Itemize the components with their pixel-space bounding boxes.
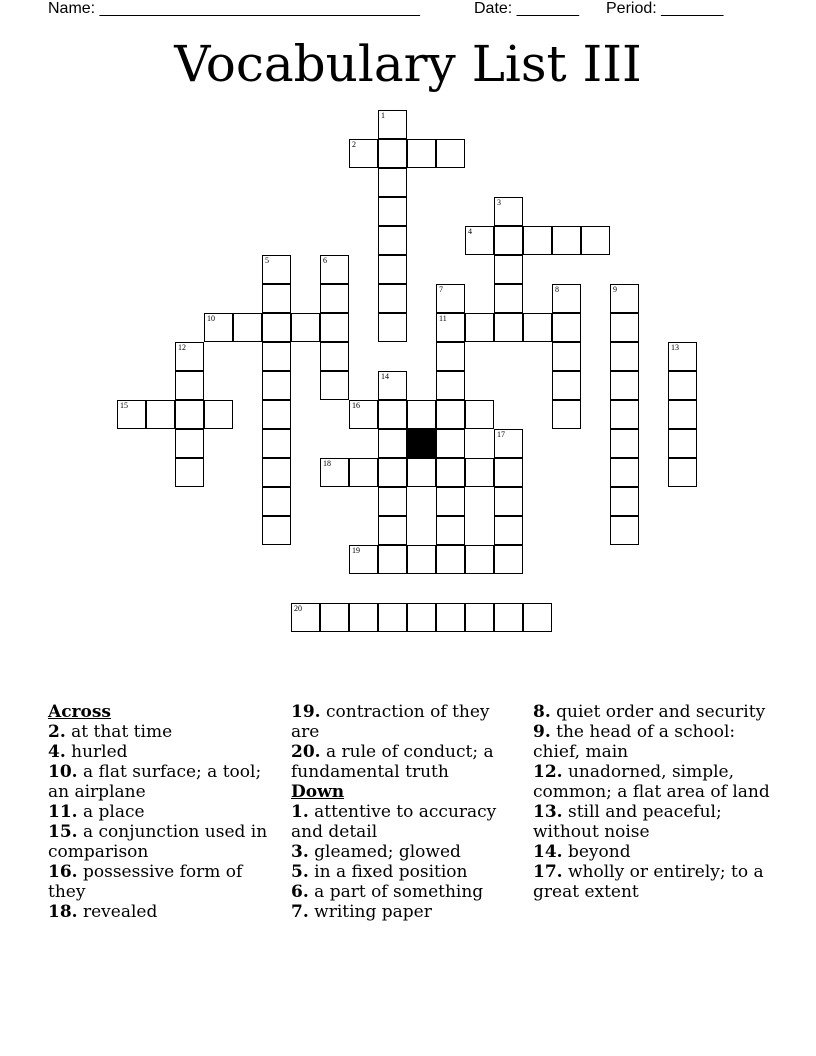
crossword-cell[interactable] xyxy=(262,313,291,342)
crossword-cell[interactable] xyxy=(262,284,291,313)
clue-number: 11. xyxy=(48,802,78,822)
crossword-cell[interactable] xyxy=(291,313,320,342)
clue-number: 10. xyxy=(48,762,78,782)
crossword-cell[interactable] xyxy=(291,603,320,632)
crossword-cell[interactable] xyxy=(378,284,407,313)
clue-text: revealed xyxy=(82,902,158,922)
clue-text: a flat surface; a tool; an airplane xyxy=(48,762,262,802)
date-field-label: Date: _______ xyxy=(474,0,579,17)
crossword-cell[interactable] xyxy=(494,545,523,574)
crossword-cell[interactable] xyxy=(436,342,465,371)
cell-number: 16 xyxy=(352,401,360,410)
crossword-cell[interactable] xyxy=(320,342,349,371)
cell-number: 15 xyxy=(120,401,128,410)
clue-item xyxy=(291,862,523,882)
clue-text: a rule of conduct; a fundamental truth xyxy=(291,742,494,782)
crossword-cell[interactable] xyxy=(523,226,552,255)
crossword-cell[interactable] xyxy=(262,516,291,545)
crossword-cell[interactable] xyxy=(320,371,349,400)
crossword-cell[interactable] xyxy=(494,603,523,632)
crossword-cell[interactable] xyxy=(349,400,378,429)
clue-text: beyond xyxy=(567,842,631,862)
clue-item xyxy=(533,702,773,722)
crossword-cell[interactable] xyxy=(262,342,291,371)
clue-item xyxy=(291,902,523,922)
crossword-cell[interactable] xyxy=(262,487,291,516)
clue-text: at that time xyxy=(71,722,173,742)
crossword-cell[interactable] xyxy=(436,545,465,574)
clue-text: attentive to accuracy and detail xyxy=(291,802,497,842)
cell-number: 14 xyxy=(381,372,389,381)
crossword-cell[interactable] xyxy=(378,458,407,487)
down-heading: Down xyxy=(291,782,345,802)
clue-text: a part of something xyxy=(314,882,484,902)
clue-item xyxy=(533,722,773,762)
crossword-cell[interactable] xyxy=(407,603,436,632)
clue-number: 5. xyxy=(291,862,309,882)
cell-number: 5 xyxy=(265,256,269,265)
crossword-cell[interactable] xyxy=(320,313,349,342)
crossword-cell[interactable] xyxy=(494,516,523,545)
crossword-cell[interactable] xyxy=(668,371,697,400)
clues-column-1 xyxy=(48,702,280,922)
crossword-cell[interactable] xyxy=(320,603,349,632)
crossword-cell[interactable] xyxy=(610,516,639,545)
clue-text: possessive form of they xyxy=(48,862,243,902)
clue-item xyxy=(291,702,523,742)
crossword-cell[interactable] xyxy=(146,400,175,429)
crossword-cell[interactable] xyxy=(175,342,204,371)
crossword-cell[interactable] xyxy=(378,603,407,632)
clue-item xyxy=(48,802,280,822)
clue-item xyxy=(48,902,280,922)
crossword-cell[interactable] xyxy=(494,197,523,226)
cell-number: 20 xyxy=(294,604,302,613)
crossword-cell[interactable] xyxy=(494,487,523,516)
clue-item xyxy=(48,742,280,762)
clue-number: 18. xyxy=(48,902,78,922)
clue-number: 12. xyxy=(533,762,563,782)
crossword-cell[interactable] xyxy=(610,458,639,487)
clue-number: 19. xyxy=(291,702,321,722)
crossword-cell[interactable] xyxy=(320,255,349,284)
clue-text: in a fixed position xyxy=(314,862,468,882)
crossword-cell[interactable] xyxy=(320,458,349,487)
crossword-cell[interactable] xyxy=(436,139,465,168)
clue-item xyxy=(291,802,523,842)
crossword-cell[interactable] xyxy=(465,400,494,429)
crossword-cell[interactable] xyxy=(378,168,407,197)
crossword-cell[interactable] xyxy=(378,226,407,255)
crossword-cell[interactable] xyxy=(204,313,233,342)
crossword-cell[interactable] xyxy=(407,139,436,168)
crossword-cell[interactable] xyxy=(610,371,639,400)
crossword-cell[interactable] xyxy=(204,400,233,429)
clue-number: 15. xyxy=(48,822,78,842)
crossword-cell[interactable] xyxy=(610,342,639,371)
clue-item xyxy=(533,842,773,862)
clue-text: still and peaceful; without noise xyxy=(533,802,722,842)
clue-number: 9. xyxy=(533,722,551,742)
clues-column-2 xyxy=(291,702,523,922)
crossword-cell[interactable] xyxy=(610,400,639,429)
crossword-cell[interactable] xyxy=(378,429,407,458)
crossword-cell[interactable] xyxy=(407,458,436,487)
crossword-cell[interactable] xyxy=(175,429,204,458)
clues-column-3 xyxy=(533,702,773,902)
clue-number: 4. xyxy=(48,742,66,762)
cell-number: 13 xyxy=(671,343,679,352)
crossword-cell[interactable] xyxy=(494,313,523,342)
crossword-cell[interactable] xyxy=(349,603,378,632)
crossword-cell[interactable] xyxy=(523,313,552,342)
crossword-cell[interactable] xyxy=(262,371,291,400)
crossword-cell[interactable] xyxy=(523,603,552,632)
clue-text: contraction of they are xyxy=(291,702,490,742)
page-title: Vocabulary List III xyxy=(174,35,642,93)
crossword-cell[interactable] xyxy=(262,400,291,429)
crossword-cell[interactable] xyxy=(378,371,407,400)
clue-number: 2. xyxy=(48,722,66,742)
clue-number: 14. xyxy=(533,842,563,862)
crossword-cell[interactable] xyxy=(436,400,465,429)
clue-number: 3. xyxy=(291,842,309,862)
crossword-cell[interactable] xyxy=(465,226,494,255)
crossword-cell[interactable] xyxy=(378,487,407,516)
crossword-cell[interactable] xyxy=(436,429,465,458)
crossword-cell[interactable] xyxy=(262,458,291,487)
name-field-label: Name: ____________________________________ xyxy=(48,0,420,17)
crossword-cell[interactable] xyxy=(668,400,697,429)
clue-text: hurled xyxy=(71,742,128,762)
crossword-cell[interactable] xyxy=(175,371,204,400)
clue-number: 1. xyxy=(291,802,309,822)
crossword-cell[interactable] xyxy=(378,110,407,139)
clue-text: a place xyxy=(82,802,145,822)
crossword-cell[interactable] xyxy=(436,516,465,545)
cell-number: 10 xyxy=(207,314,215,323)
crossword-cell[interactable] xyxy=(436,487,465,516)
clue-text: a conjunction used in comparison xyxy=(48,822,268,862)
clue-text: the head of a school: chief, main xyxy=(533,722,736,762)
crossword-cell[interactable] xyxy=(349,139,378,168)
crossword-cell[interactable] xyxy=(175,458,204,487)
cell-number: 17 xyxy=(497,430,505,439)
clue-number: 8. xyxy=(533,702,551,722)
cell-number: 11 xyxy=(439,314,447,323)
crossword-cell[interactable] xyxy=(436,603,465,632)
clue-number: 16. xyxy=(48,862,78,882)
cell-number: 9 xyxy=(613,285,617,294)
crossword-cell[interactable] xyxy=(378,545,407,574)
clue-item xyxy=(533,862,773,902)
cell-number: 1 xyxy=(381,111,385,120)
crossword-cell[interactable] xyxy=(552,284,581,313)
crossword-cell[interactable] xyxy=(349,545,378,574)
crossword-cell[interactable] xyxy=(552,342,581,371)
crossword-cell[interactable] xyxy=(436,458,465,487)
clue-number: 13. xyxy=(533,802,563,822)
clue-number: 7. xyxy=(291,902,309,922)
period-field-label: Period: _______ xyxy=(606,0,724,17)
cell-number: 8 xyxy=(555,285,559,294)
across-heading: Across xyxy=(48,702,111,722)
cell-number: 19 xyxy=(352,546,360,555)
crossword-cell[interactable] xyxy=(552,313,581,342)
crossword-cell[interactable] xyxy=(378,139,407,168)
crossword-cell[interactable] xyxy=(175,400,204,429)
crossword-cell[interactable] xyxy=(610,284,639,313)
crossword-cell[interactable] xyxy=(581,226,610,255)
cell-number: 2 xyxy=(352,140,356,149)
crossword-cell[interactable] xyxy=(262,255,291,284)
clue-text: gleamed; glowed xyxy=(314,842,461,862)
clue-item xyxy=(48,722,280,742)
crossword-cell[interactable] xyxy=(668,342,697,371)
clue-text: quiet order and security xyxy=(556,702,766,722)
crossword-cell[interactable] xyxy=(610,487,639,516)
crossword-cell[interactable] xyxy=(494,226,523,255)
clue-number: 17. xyxy=(533,862,563,882)
crossword-cell[interactable] xyxy=(378,313,407,342)
clue-text: unadorned, simple, common; a flat area of land xyxy=(533,762,770,802)
crossword-cell[interactable] xyxy=(552,226,581,255)
crossword-cell[interactable] xyxy=(610,429,639,458)
cell-number: 4 xyxy=(468,227,472,236)
clue-item xyxy=(533,802,773,842)
clue-text: writing paper xyxy=(314,902,432,922)
crossword-cell[interactable] xyxy=(349,458,378,487)
crossword-black-cell xyxy=(407,429,436,458)
crossword-cell[interactable] xyxy=(552,371,581,400)
crossword-cell[interactable] xyxy=(436,313,465,342)
clue-item xyxy=(48,762,280,802)
crossword-cell[interactable] xyxy=(378,197,407,226)
crossword-cell[interactable] xyxy=(494,458,523,487)
crossword-cell[interactable] xyxy=(668,429,697,458)
clue-number: 20. xyxy=(291,742,321,762)
crossword-cell[interactable] xyxy=(494,429,523,458)
clue-item xyxy=(291,882,523,902)
crossword-cell[interactable] xyxy=(117,400,146,429)
crossword-cell[interactable] xyxy=(378,400,407,429)
cell-number: 12 xyxy=(178,343,186,352)
crossword-cell[interactable] xyxy=(407,400,436,429)
crossword-cell[interactable] xyxy=(494,284,523,313)
cell-number: 3 xyxy=(497,198,501,207)
crossword-cell[interactable] xyxy=(465,545,494,574)
crossword-cell[interactable] xyxy=(233,313,262,342)
clue-item xyxy=(291,842,523,862)
crossword-cell[interactable] xyxy=(378,516,407,545)
cell-number: 7 xyxy=(439,285,443,294)
crossword-cell[interactable] xyxy=(407,545,436,574)
cell-number: 6 xyxy=(323,256,327,265)
crossword-cell[interactable] xyxy=(320,284,349,313)
crossword-cell[interactable] xyxy=(378,255,407,284)
clue-item xyxy=(48,862,280,902)
crossword-cell[interactable] xyxy=(465,603,494,632)
crossword-cell[interactable] xyxy=(465,313,494,342)
clue-item xyxy=(533,762,773,802)
clue-number: 6. xyxy=(291,882,309,902)
crossword-cell[interactable] xyxy=(436,371,465,400)
crossword-cell[interactable] xyxy=(436,284,465,313)
cell-number: 18 xyxy=(323,459,331,468)
crossword-cell[interactable] xyxy=(668,458,697,487)
crossword-cell[interactable] xyxy=(494,255,523,284)
clue-item xyxy=(48,822,280,862)
clue-item xyxy=(291,742,523,782)
crossword-cell[interactable] xyxy=(465,458,494,487)
clue-text: wholly or entirely; to a great extent xyxy=(533,862,764,902)
crossword-cell[interactable] xyxy=(610,313,639,342)
crossword-cell[interactable] xyxy=(262,429,291,458)
crossword-cell[interactable] xyxy=(552,400,581,429)
